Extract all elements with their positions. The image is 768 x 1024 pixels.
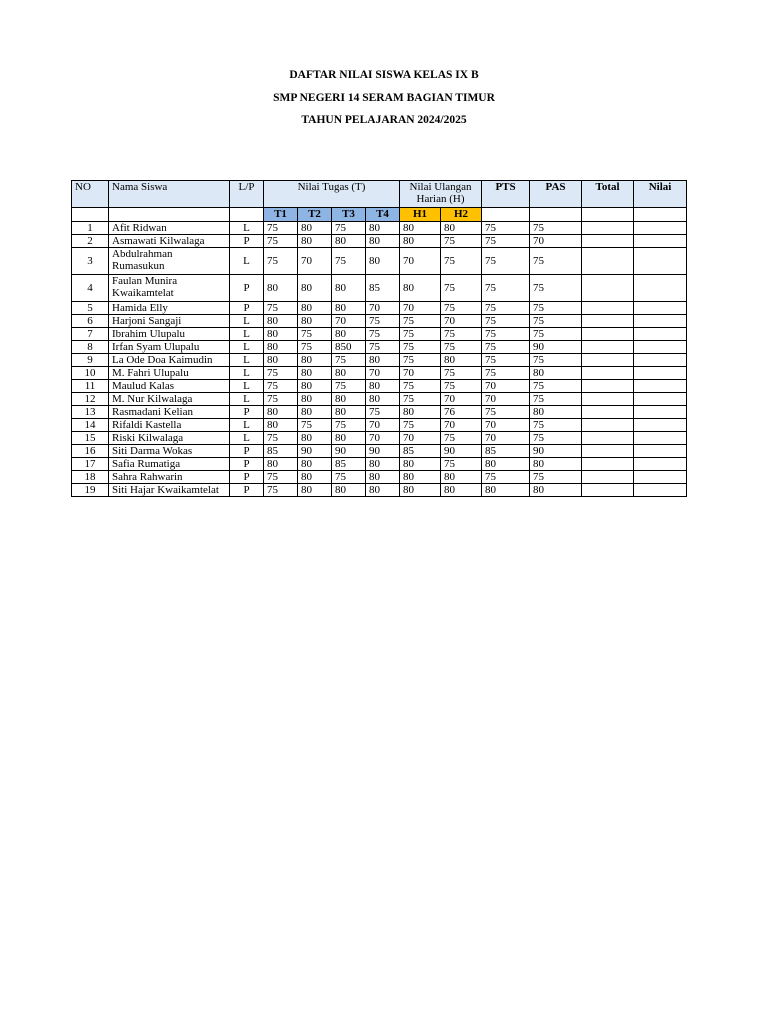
cell-no: 13 <box>72 406 109 419</box>
cell-total <box>582 471 634 484</box>
cell-t1: 75 <box>264 393 298 406</box>
cell-t4: 80 <box>366 354 400 367</box>
cell-t4: 80 <box>366 248 400 275</box>
cell-no: 5 <box>72 302 109 315</box>
cell-t2: 80 <box>298 315 332 328</box>
cell-no: 6 <box>72 315 109 328</box>
cell-t1: 80 <box>264 275 298 302</box>
cell-h2: 90 <box>441 445 482 458</box>
cell-t3: 70 <box>332 315 366 328</box>
col-header-name: Nama Siswa <box>109 181 230 208</box>
table-row <box>72 445 687 458</box>
cell-no: 7 <box>72 328 109 341</box>
cell-h2: 75 <box>441 380 482 393</box>
cell-t4: 80 <box>366 484 400 497</box>
cell-total <box>582 380 634 393</box>
cell-pas: 75 <box>530 328 582 341</box>
subheader-row <box>72 208 687 222</box>
cell-t3: 80 <box>332 393 366 406</box>
cell-pas: 75 <box>530 419 582 432</box>
cell-nilai <box>634 445 687 458</box>
cell-t1: 75 <box>264 235 298 248</box>
cell-name: Maulud Kalas <box>109 380 230 393</box>
cell-h1: 75 <box>400 354 441 367</box>
cell-h2: 75 <box>441 302 482 315</box>
cell-no: 4 <box>72 275 109 302</box>
cell-pas: 75 <box>530 275 582 302</box>
cell-name: Siti Hajar Kwaikamtelat <box>109 484 230 497</box>
cell-name: Afit Ridwan <box>109 222 230 235</box>
cell-pts: 75 <box>482 235 530 248</box>
table-row <box>72 248 687 275</box>
cell-t2: 80 <box>298 354 332 367</box>
subheader-h1: H1 <box>400 208 441 222</box>
cell-t4: 80 <box>366 235 400 248</box>
subheader-blank <box>530 208 582 222</box>
cell-pas: 75 <box>530 471 582 484</box>
cell-t4: 80 <box>366 380 400 393</box>
cell-t1: 80 <box>264 406 298 419</box>
cell-h2: 75 <box>441 275 482 302</box>
grade-rows <box>72 222 687 497</box>
cell-t2: 80 <box>298 235 332 248</box>
cell-lp: L <box>230 367 264 380</box>
cell-h1: 75 <box>400 419 441 432</box>
col-header-lp: L/P <box>230 181 264 208</box>
cell-name: Rifaldi Kastella <box>109 419 230 432</box>
cell-t3: 80 <box>332 275 366 302</box>
cell-h2: 70 <box>441 315 482 328</box>
cell-pts: 85 <box>482 445 530 458</box>
cell-t4: 75 <box>366 328 400 341</box>
cell-name: Asmawati Kilwalaga <box>109 235 230 248</box>
cell-t4: 80 <box>366 471 400 484</box>
cell-h2: 70 <box>441 393 482 406</box>
subheader-blank <box>109 208 230 222</box>
cell-t1: 80 <box>264 341 298 354</box>
cell-h1: 70 <box>400 367 441 380</box>
col-header-pas: PAS <box>530 181 582 208</box>
cell-t2: 75 <box>298 341 332 354</box>
cell-t1: 75 <box>264 222 298 235</box>
cell-lp: P <box>230 302 264 315</box>
cell-pts: 75 <box>482 315 530 328</box>
subheader-blank <box>634 208 687 222</box>
cell-pts: 80 <box>482 458 530 471</box>
cell-t4: 75 <box>366 315 400 328</box>
cell-t3: 80 <box>332 432 366 445</box>
cell-pas: 75 <box>530 222 582 235</box>
cell-lp: L <box>230 432 264 445</box>
cell-no: 9 <box>72 354 109 367</box>
cell-no: 17 <box>72 458 109 471</box>
document-title: DAFTAR NILAI SISWA KELAS IX B <box>289 69 479 81</box>
cell-total <box>582 275 634 302</box>
subheader-t3: T3 <box>332 208 366 222</box>
school-name: SMP NEGERI 14 SERAM BAGIAN TIMUR <box>273 91 495 104</box>
cell-t3: 80 <box>332 406 366 419</box>
cell-t2: 90 <box>298 445 332 458</box>
cell-t3: 80 <box>332 484 366 497</box>
cell-h1: 80 <box>400 275 441 302</box>
cell-nilai <box>634 367 687 380</box>
table-row <box>72 393 687 406</box>
cell-h2: 75 <box>441 458 482 471</box>
cell-pas: 80 <box>530 406 582 419</box>
cell-pts: 70 <box>482 432 530 445</box>
cell-no: 16 <box>72 445 109 458</box>
cell-nilai <box>634 315 687 328</box>
cell-t2: 75 <box>298 419 332 432</box>
cell-lp: L <box>230 315 264 328</box>
cell-lp: P <box>230 406 264 419</box>
cell-lp: L <box>230 248 264 275</box>
cell-lp: L <box>230 380 264 393</box>
header-row <box>72 181 687 208</box>
cell-t3: 75 <box>332 354 366 367</box>
cell-h1: 80 <box>400 458 441 471</box>
cell-pts: 75 <box>482 367 530 380</box>
cell-lp: P <box>230 275 264 302</box>
cell-t1: 75 <box>264 302 298 315</box>
cell-h2: 70 <box>441 419 482 432</box>
cell-pts: 70 <box>482 380 530 393</box>
cell-h2: 75 <box>441 341 482 354</box>
cell-pts: 70 <box>482 419 530 432</box>
cell-t2: 70 <box>298 248 332 275</box>
cell-t2: 80 <box>298 275 332 302</box>
cell-t1: 75 <box>264 471 298 484</box>
cell-h1: 75 <box>400 341 441 354</box>
cell-pts: 75 <box>482 471 530 484</box>
table-row <box>72 315 687 328</box>
academic-year: TAHUN PELAJARAN 2024/2025 <box>301 114 467 126</box>
cell-total <box>582 222 634 235</box>
table-row <box>72 484 687 497</box>
cell-pas: 80 <box>530 458 582 471</box>
cell-t3: 80 <box>332 367 366 380</box>
cell-no: 12 <box>72 393 109 406</box>
cell-total <box>582 315 634 328</box>
col-header-tugas: Nilai Tugas (T) <box>264 181 400 208</box>
subheader-t2: T2 <box>298 208 332 222</box>
table-row <box>72 367 687 380</box>
cell-pas: 80 <box>530 484 582 497</box>
cell-pts: 75 <box>482 406 530 419</box>
subheader-blank <box>482 208 530 222</box>
cell-t3: 850 <box>332 341 366 354</box>
cell-t4: 80 <box>366 393 400 406</box>
cell-no: 11 <box>72 380 109 393</box>
table-row <box>72 275 687 302</box>
cell-t3: 75 <box>332 419 366 432</box>
cell-total <box>582 432 634 445</box>
cell-h1: 80 <box>400 484 441 497</box>
table-row <box>72 302 687 315</box>
cell-h1: 75 <box>400 315 441 328</box>
cell-h1: 80 <box>400 406 441 419</box>
cell-pas: 90 <box>530 341 582 354</box>
cell-total <box>582 341 634 354</box>
cell-t1: 75 <box>264 380 298 393</box>
document-header <box>0 68 768 136</box>
cell-no: 1 <box>72 222 109 235</box>
cell-h2: 75 <box>441 432 482 445</box>
cell-nilai <box>634 458 687 471</box>
cell-lp: L <box>230 341 264 354</box>
table-row <box>72 471 687 484</box>
cell-h2: 80 <box>441 222 482 235</box>
cell-name: Harjoni Sangaji <box>109 315 230 328</box>
subheader-t1: T1 <box>264 208 298 222</box>
cell-name: Abdulrahman Rumasukun <box>109 248 230 275</box>
table-row <box>72 406 687 419</box>
cell-pas: 70 <box>530 235 582 248</box>
cell-t4: 90 <box>366 445 400 458</box>
table-row <box>72 458 687 471</box>
table-row <box>72 341 687 354</box>
cell-nilai <box>634 432 687 445</box>
cell-nilai <box>634 302 687 315</box>
cell-t3: 75 <box>332 471 366 484</box>
cell-t3: 85 <box>332 458 366 471</box>
cell-total <box>582 235 634 248</box>
cell-lp: P <box>230 458 264 471</box>
cell-t2: 80 <box>298 458 332 471</box>
cell-no: 3 <box>72 248 109 275</box>
cell-t3: 80 <box>332 328 366 341</box>
cell-t4: 70 <box>366 367 400 380</box>
cell-t2: 80 <box>298 222 332 235</box>
cell-name: M. Nur Kilwalaga <box>109 393 230 406</box>
table-row <box>72 222 687 235</box>
cell-t4: 70 <box>366 302 400 315</box>
cell-total <box>582 419 634 432</box>
cell-nilai <box>634 328 687 341</box>
cell-pts: 75 <box>482 275 530 302</box>
cell-t1: 75 <box>264 367 298 380</box>
col-header-pts: PTS <box>482 181 530 208</box>
cell-nilai <box>634 235 687 248</box>
cell-total <box>582 458 634 471</box>
subheader-t4: T4 <box>366 208 400 222</box>
cell-t1: 85 <box>264 445 298 458</box>
cell-h2: 80 <box>441 484 482 497</box>
cell-nilai <box>634 354 687 367</box>
cell-t4: 85 <box>366 275 400 302</box>
cell-t3: 75 <box>332 380 366 393</box>
cell-h1: 75 <box>400 393 441 406</box>
cell-t3: 75 <box>332 248 366 275</box>
cell-name: Hamida Elly <box>109 302 230 315</box>
cell-total <box>582 393 634 406</box>
cell-no: 8 <box>72 341 109 354</box>
subheader-h2: H2 <box>441 208 482 222</box>
table-row <box>72 380 687 393</box>
cell-pas: 75 <box>530 354 582 367</box>
cell-total <box>582 328 634 341</box>
cell-t2: 80 <box>298 380 332 393</box>
cell-no: 18 <box>72 471 109 484</box>
cell-lp: P <box>230 471 264 484</box>
cell-lp: L <box>230 419 264 432</box>
cell-t4: 80 <box>366 458 400 471</box>
cell-t2: 80 <box>298 393 332 406</box>
cell-h1: 80 <box>400 222 441 235</box>
cell-pas: 75 <box>530 393 582 406</box>
subheader-blank <box>72 208 109 222</box>
cell-pas: 75 <box>530 315 582 328</box>
cell-t1: 80 <box>264 328 298 341</box>
cell-nilai <box>634 393 687 406</box>
cell-t1: 75 <box>264 484 298 497</box>
col-header-nilai: Nilai <box>634 181 687 208</box>
cell-t4: 70 <box>366 419 400 432</box>
cell-pts: 80 <box>482 484 530 497</box>
cell-h1: 70 <box>400 432 441 445</box>
cell-total <box>582 406 634 419</box>
cell-t1: 80 <box>264 315 298 328</box>
cell-no: 10 <box>72 367 109 380</box>
cell-name: M. Fahri Ulupalu <box>109 367 230 380</box>
cell-t4: 75 <box>366 341 400 354</box>
cell-name: Sahra Rahwarin <box>109 471 230 484</box>
cell-nilai <box>634 406 687 419</box>
cell-h2: 75 <box>441 328 482 341</box>
cell-lp: L <box>230 354 264 367</box>
cell-h2: 80 <box>441 471 482 484</box>
cell-name: Siti Darma Wokas <box>109 445 230 458</box>
cell-total <box>582 248 634 275</box>
grades-table <box>71 180 687 497</box>
cell-t4: 70 <box>366 432 400 445</box>
cell-h2: 80 <box>441 354 482 367</box>
cell-h1: 85 <box>400 445 441 458</box>
cell-nilai <box>634 484 687 497</box>
cell-t2: 80 <box>298 432 332 445</box>
cell-pas: 75 <box>530 380 582 393</box>
cell-t2: 75 <box>298 328 332 341</box>
cell-total <box>582 354 634 367</box>
cell-lp: P <box>230 484 264 497</box>
cell-h1: 70 <box>400 248 441 275</box>
cell-no: 19 <box>72 484 109 497</box>
cell-lp: P <box>230 445 264 458</box>
cell-h1: 80 <box>400 235 441 248</box>
cell-nilai <box>634 471 687 484</box>
cell-pas: 75 <box>530 432 582 445</box>
col-header-no: NO <box>72 181 109 208</box>
cell-t2: 80 <box>298 471 332 484</box>
cell-t2: 80 <box>298 302 332 315</box>
cell-name: Rasmadani Kelian <box>109 406 230 419</box>
cell-h1: 75 <box>400 328 441 341</box>
cell-pts: 75 <box>482 248 530 275</box>
cell-name: Ibrahim Ulupalu <box>109 328 230 341</box>
cell-name: La Ode Doa Kaimudin <box>109 354 230 367</box>
cell-t1: 80 <box>264 354 298 367</box>
subheader-blank <box>582 208 634 222</box>
table-row <box>72 354 687 367</box>
subheader-blank <box>230 208 264 222</box>
cell-name: Faulan Munira Kwaikamtelat <box>109 275 230 302</box>
cell-lp: L <box>230 222 264 235</box>
cell-t2: 80 <box>298 367 332 380</box>
cell-pts: 70 <box>482 393 530 406</box>
cell-total <box>582 302 634 315</box>
table-row <box>72 432 687 445</box>
table-row <box>72 235 687 248</box>
cell-no: 14 <box>72 419 109 432</box>
cell-lp: L <box>230 393 264 406</box>
cell-nilai <box>634 380 687 393</box>
col-header-ulangan: Nilai Ulangan Harian (H) <box>400 181 482 208</box>
cell-pas: 75 <box>530 302 582 315</box>
cell-t3: 90 <box>332 445 366 458</box>
cell-lp: L <box>230 328 264 341</box>
cell-pts: 75 <box>482 354 530 367</box>
cell-total <box>582 367 634 380</box>
cell-nilai <box>634 275 687 302</box>
cell-h2: 75 <box>441 367 482 380</box>
cell-t2: 80 <box>298 406 332 419</box>
cell-nilai <box>634 222 687 235</box>
cell-h1: 80 <box>400 471 441 484</box>
cell-t4: 80 <box>366 222 400 235</box>
cell-pas: 75 <box>530 248 582 275</box>
cell-t1: 80 <box>264 419 298 432</box>
cell-name: Safia Rumatiga <box>109 458 230 471</box>
cell-h1: 75 <box>400 380 441 393</box>
cell-h2: 75 <box>441 235 482 248</box>
cell-t2: 80 <box>298 484 332 497</box>
cell-h2: 75 <box>441 248 482 275</box>
cell-t3: 75 <box>332 222 366 235</box>
cell-nilai <box>634 419 687 432</box>
cell-name: Irfan Syam Ulupalu <box>109 341 230 354</box>
cell-t4: 75 <box>366 406 400 419</box>
cell-pts: 75 <box>482 302 530 315</box>
table-row <box>72 328 687 341</box>
col-header-total: Total <box>582 181 634 208</box>
cell-no: 2 <box>72 235 109 248</box>
cell-nilai <box>634 248 687 275</box>
table-row <box>72 419 687 432</box>
cell-h2: 76 <box>441 406 482 419</box>
cell-name: Riski Kilwalaga <box>109 432 230 445</box>
cell-t3: 80 <box>332 302 366 315</box>
cell-t3: 80 <box>332 235 366 248</box>
cell-total <box>582 445 634 458</box>
cell-lp: P <box>230 235 264 248</box>
cell-nilai <box>634 341 687 354</box>
cell-t1: 75 <box>264 432 298 445</box>
cell-no: 15 <box>72 432 109 445</box>
cell-pts: 75 <box>482 328 530 341</box>
cell-h1: 70 <box>400 302 441 315</box>
cell-t1: 80 <box>264 458 298 471</box>
cell-total <box>582 484 634 497</box>
cell-pas: 90 <box>530 445 582 458</box>
cell-pts: 75 <box>482 222 530 235</box>
cell-t1: 75 <box>264 248 298 275</box>
cell-pas: 80 <box>530 367 582 380</box>
cell-pts: 75 <box>482 341 530 354</box>
